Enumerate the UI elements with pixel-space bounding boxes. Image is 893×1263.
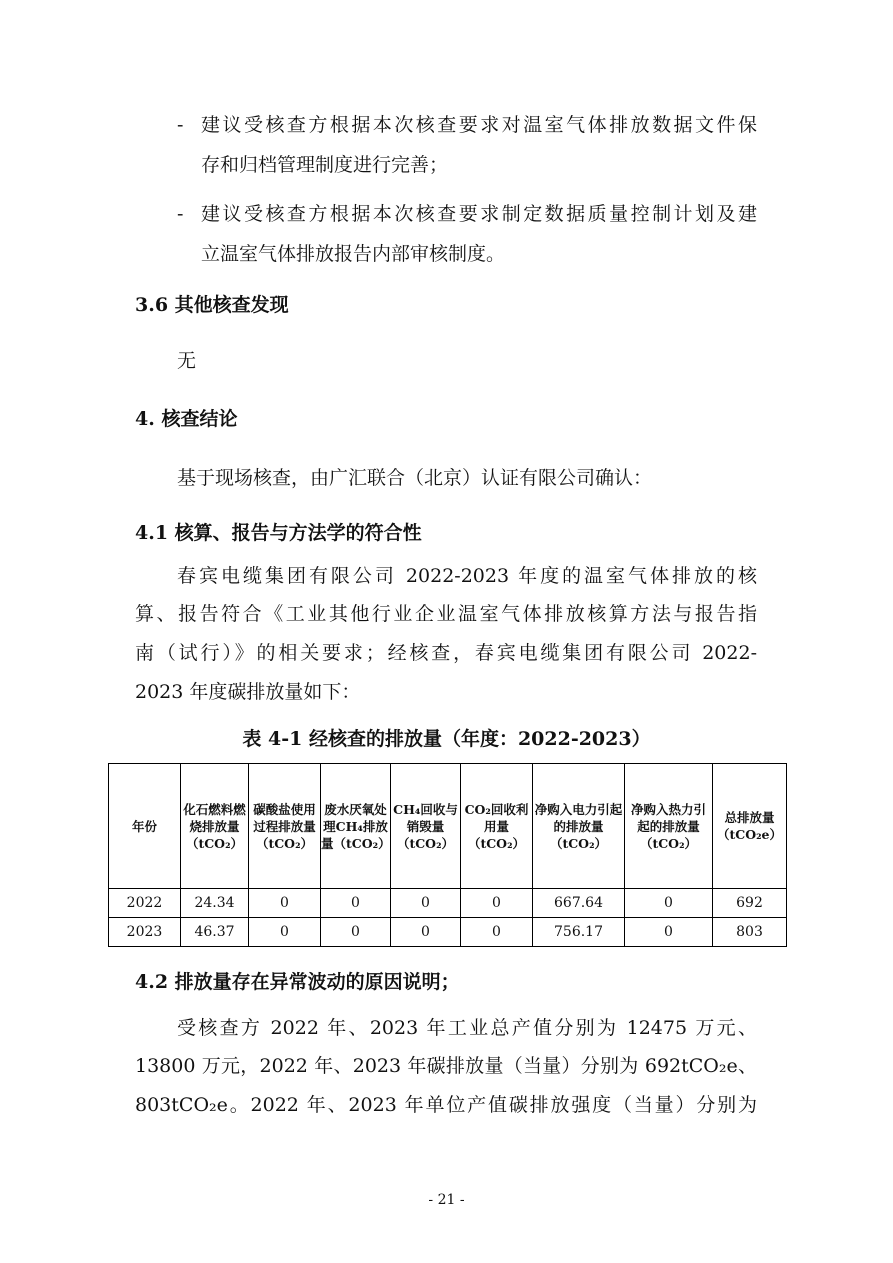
header-cell: CO₂回收利用量（tCO₂）: [461, 764, 533, 889]
table-row: [109, 889, 787, 918]
paragraph-line: 算、报告符合《工业其他行业企业温室气体排放核算方法与报告指: [135, 603, 757, 625]
bullet-text-line: 建议受核查方根据本次核查要求对温室气体排放数据文件保: [201, 114, 757, 136]
table-cell: 0: [249, 889, 321, 918]
paragraph-line: 13800 万元，2022 年、2023 年碳排放量（当量）分别为 692tCO₂e、: [135, 1055, 757, 1077]
section-heading-3-6: 3.6 其他核查发现: [135, 294, 289, 316]
section-body: 基于现场核查，由广汇联合（北京）认证有限公司确认：: [177, 467, 653, 489]
header-cell: 净购入电力引起的排放量（tCO₂）: [533, 764, 625, 889]
section-heading-4-2: 4.2 排放量存在异常波动的原因说明；: [135, 971, 460, 993]
table-cell: 756.17: [533, 918, 625, 947]
table-cell: 0: [625, 889, 713, 918]
paragraph-line: 803tCO₂e。2022 年、2023 年单位产值碳排放强度（当量）分别为: [135, 1094, 757, 1116]
header-cell: 废水厌氧处理CH₄排放量（tCO₂）: [321, 764, 391, 889]
table-cell: 0: [625, 918, 713, 947]
bullet-text-line: 存和归档管理制度进行完善；: [201, 154, 449, 176]
table-cell: 0: [461, 918, 533, 947]
table-header-row: [109, 764, 787, 889]
table-cell: 667.64: [533, 889, 625, 918]
header-cell: 净购入热力引起的排放量（tCO₂）: [625, 764, 713, 889]
bullet-dash: -: [177, 114, 184, 136]
header-cell: 年份: [109, 764, 181, 889]
paragraph-line: 2023 年度碳排放量如下：: [135, 681, 361, 703]
paragraph-line: 春宾电缆集团有限公司 2022-2023 年度的温室气体排放的核: [177, 565, 757, 587]
table-cell: 2022: [109, 889, 181, 918]
table-cell: 0: [391, 918, 461, 947]
page-number: - 21 -: [428, 1192, 465, 1208]
emissions-table: [108, 763, 787, 947]
table-row: [109, 918, 787, 947]
table-cell: 0: [321, 918, 391, 947]
header-cell: 碳酸盐使用过程排放量（tCO₂）: [249, 764, 321, 889]
header-cell: CH₄回收与销毁量（tCO₂）: [391, 764, 461, 889]
section-heading-4: 4. 核查结论: [135, 408, 238, 430]
section-heading-4-1: 4.1 核算、报告与方法学的符合性: [135, 522, 422, 544]
paragraph-line: 受核查方 2022 年、2023 年工业总产值分别为 12475 万元、: [177, 1017, 757, 1039]
table-cell: 0: [391, 889, 461, 918]
bullet-text-line: 建议受核查方根据本次核查要求制定数据质量控制计划及建: [201, 203, 757, 225]
header-cell: 化石燃料燃烧排放量（tCO₂）: [181, 764, 249, 889]
bullet-dash: -: [177, 203, 184, 225]
section-body: 无: [177, 350, 197, 372]
table-cell: 0: [461, 889, 533, 918]
table-caption: 表 4-1 经核查的排放量（年度：2022-2023）: [242, 728, 651, 750]
paragraph-line: 南（试行）》的相关要求；经核查，春宾电缆集团有限公司 2022-: [135, 642, 757, 664]
table-cell: 2023: [109, 918, 181, 947]
header-cell: 总排放量（tCO₂e）: [713, 764, 787, 889]
table-cell: 46.37: [181, 918, 249, 947]
table-cell: 692: [713, 889, 787, 918]
table-cell: 0: [249, 918, 321, 947]
table-cell: 803: [713, 918, 787, 947]
table-cell: 0: [321, 889, 391, 918]
table-cell: 24.34: [181, 889, 249, 918]
bullet-text-line: 立温室气体排放报告内部审核制度。: [201, 243, 506, 265]
